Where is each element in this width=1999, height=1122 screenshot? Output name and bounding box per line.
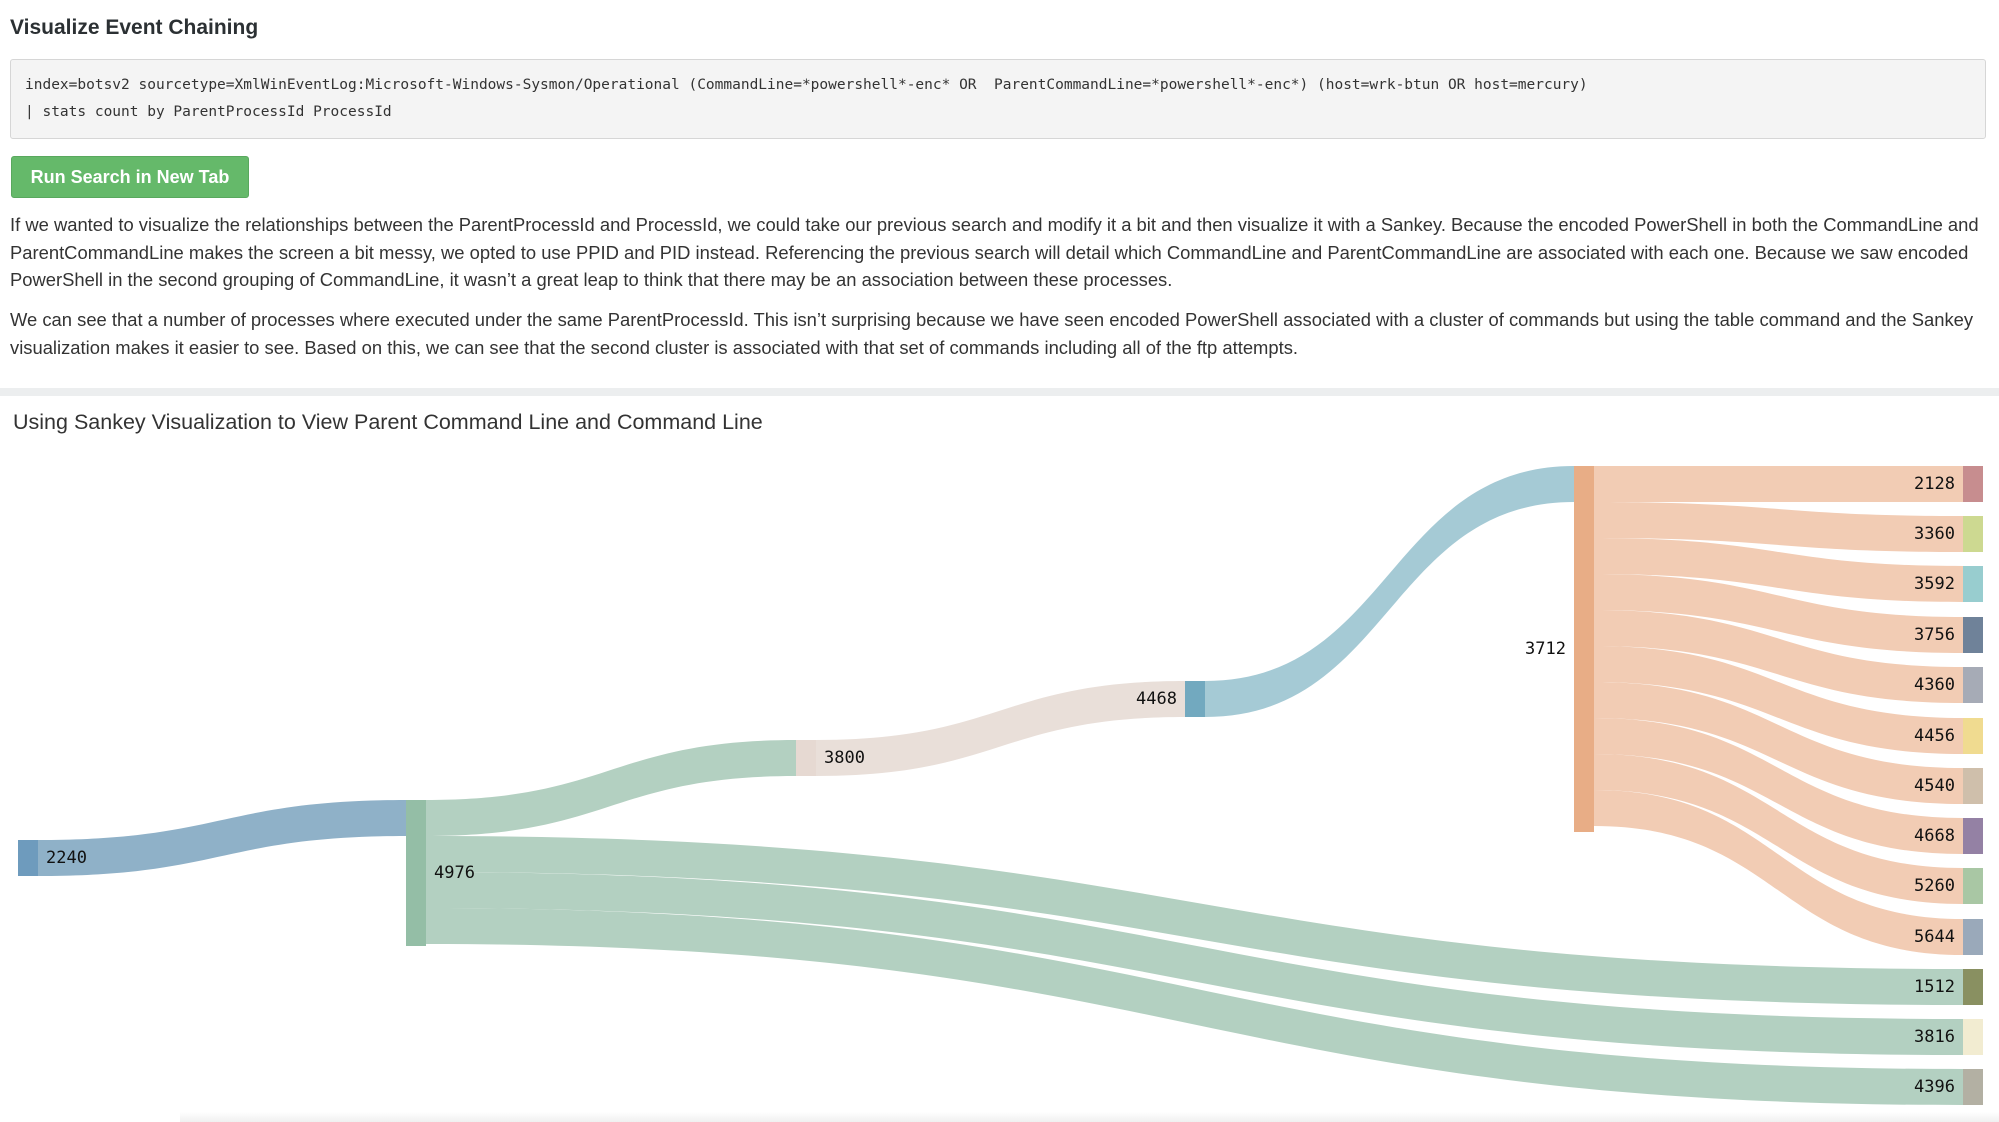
sankey-link-4976-3816[interactable] xyxy=(426,872,1963,1055)
sankey-node-label-4540: 4540 xyxy=(1914,776,1955,796)
sankey-node-label-4396: 4396 xyxy=(1914,1077,1955,1097)
search-query-box[interactable] xyxy=(10,59,1986,139)
sankey-node-label-3756: 3756 xyxy=(1914,625,1955,645)
sankey-node-label-3360: 3360 xyxy=(1914,524,1955,544)
sankey-node-label-5260: 5260 xyxy=(1914,876,1955,896)
sankey-node-label-1512: 1512 xyxy=(1914,977,1955,997)
sankey-node-4468[interactable] xyxy=(1185,681,1205,717)
panel-divider xyxy=(0,388,1999,396)
sankey-node-3712[interactable] xyxy=(1574,466,1594,832)
sankey-node-2240[interactable] xyxy=(18,840,38,876)
sankey-node-3816[interactable] xyxy=(1963,1019,1983,1055)
sankey-node-label-4668: 4668 xyxy=(1914,826,1955,846)
sankey-node-5260[interactable] xyxy=(1963,868,1983,904)
sankey-node-label-3816: 3816 xyxy=(1914,1027,1955,1047)
sankey-node-3800[interactable] xyxy=(796,740,816,776)
sankey-node-3360[interactable] xyxy=(1963,516,1983,552)
sankey-links xyxy=(38,466,1963,1105)
description-paragraph-2: We can see that a number of processes where executed under the same ParentProcessId. This isn’t surprising because we have seen encoded PowerShell associated with a cluster of commands but using the table command and the Sankey visualization makes it easier to see. Based on this, we can see that the second cluster is associated with that set of commands including all of the ftp attempts. xyxy=(10,309,1974,358)
sankey-node-4668[interactable] xyxy=(1963,818,1983,854)
sankey-link-3712-2128[interactable] xyxy=(1594,466,1963,502)
sankey-node-label-5644: 5644 xyxy=(1914,927,1955,947)
sankey-node-label-3800: 3800 xyxy=(824,748,865,768)
sankey-node-label-4976: 4976 xyxy=(434,863,475,883)
description-paragraph-1: If we wanted to visualize the relationships between the ParentProcessId and ProcessId, we could take our previous search and modify it a bit and then visualize it with a Sankey. Because the encoded PowerShell in both the CommandLine and ParentCommandLine makes the screen a bit messy, we opted to use PPID and PID instead. Referencing the previous search will detail which CommandLine and ParentCommandLine are associated with each one. Because we saw encoded PowerShell in the second grouping of CommandLine, it wasn’t a great leap to think that there may be an association between these processes. xyxy=(10,214,1979,290)
search-query-line-2: | stats count by ParentProcessId ProcessId xyxy=(25,104,392,120)
sankey-node-4360[interactable] xyxy=(1963,667,1983,703)
search-query-line-1: index=botsv2 sourcetype=XmlWinEventLog:Microsoft-Windows-Sysmon/Operational (CommandLine=*powershell*-enc* OR ParentCommandLine=*powershell*-enc*) (host=wrk-btun OR host=mercury) xyxy=(25,77,1588,93)
page-title: Visualize Event Chaining xyxy=(10,16,259,39)
sankey-node-4396[interactable] xyxy=(1963,1069,1983,1105)
sankey-node-1512[interactable] xyxy=(1963,969,1983,1005)
description-panel xyxy=(0,0,1999,388)
sankey-link-2240-4976[interactable] xyxy=(38,800,406,876)
sankey-node-label-4468: 4468 xyxy=(1136,689,1177,709)
sankey-node-2128[interactable] xyxy=(1963,466,1983,502)
bottom-shadow xyxy=(180,1112,1999,1122)
panel-title: Using Sankey Visualization to View Parent Command Line and Command Line xyxy=(13,410,763,434)
sankey-link-3800-4468[interactable] xyxy=(816,681,1185,776)
sankey-node-label-4456: 4456 xyxy=(1914,726,1955,746)
sankey-node-4540[interactable] xyxy=(1963,768,1983,804)
sankey-node-3592[interactable] xyxy=(1963,566,1983,602)
sankey-node-label-2128: 2128 xyxy=(1914,474,1955,494)
sankey-node-5644[interactable] xyxy=(1963,919,1983,955)
sankey-node-label-3592: 3592 xyxy=(1914,574,1955,594)
sankey-node-4456[interactable] xyxy=(1963,718,1983,754)
run-search-button[interactable]: Run Search in New Tab xyxy=(11,156,249,198)
sankey-node-label-3712: 3712 xyxy=(1525,639,1566,659)
sankey-node-3756[interactable] xyxy=(1963,617,1983,653)
sankey-link-4976-3800[interactable] xyxy=(426,740,796,836)
sankey-link-4468-3712[interactable] xyxy=(1205,466,1574,717)
sankey-chart xyxy=(0,396,1999,1122)
sankey-node-label-2240: 2240 xyxy=(46,848,87,868)
sankey-node-label-4360: 4360 xyxy=(1914,675,1955,695)
sankey-node-4976[interactable] xyxy=(406,800,426,946)
